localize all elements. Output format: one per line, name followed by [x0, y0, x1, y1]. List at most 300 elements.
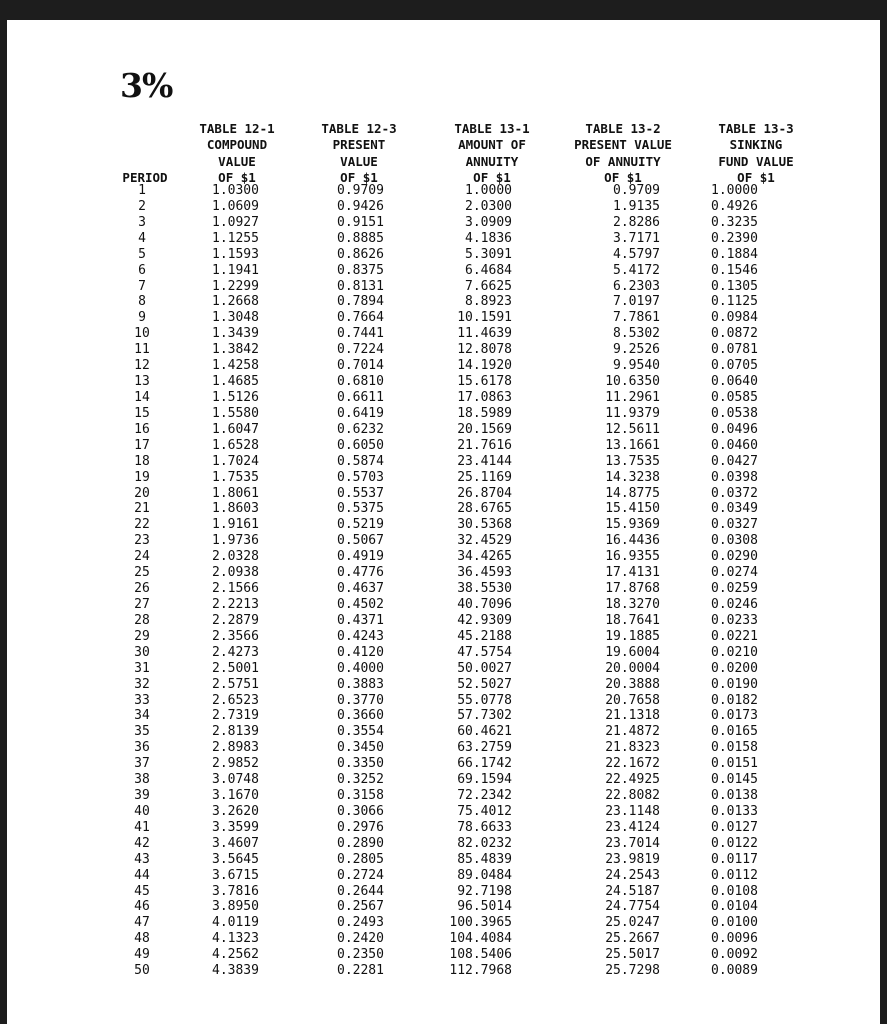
sinking-fund-cell: 0.0151	[711, 756, 758, 772]
compound-value-cell: 1.1593	[212, 246, 259, 262]
annuity-amount-cell: 96.5014	[457, 899, 512, 915]
compound-value-cell: 1.2668	[212, 294, 259, 310]
annuity-amount-cell: 104.4084	[449, 931, 512, 947]
annuity-amount-cell: 2.0300	[465, 198, 512, 214]
present-value-cell: 0.3883	[337, 676, 384, 692]
period-cell: 19	[134, 469, 150, 485]
period-cell: 12	[134, 358, 150, 374]
compound-value-cell: 3.6715	[212, 867, 259, 883]
table-row	[0, 326, 887, 342]
table-row	[0, 199, 887, 215]
period-cell: 26	[134, 581, 150, 597]
present-value-cell: 0.5537	[337, 485, 384, 501]
present-value-cell: 0.4371	[337, 612, 384, 628]
annuity-present-value-cell: 3.7171	[613, 230, 660, 246]
header-period: PERIOD	[122, 170, 168, 185]
compound-value-cell: 2.6523	[212, 692, 259, 708]
period-cell: 32	[134, 676, 150, 692]
present-value-cell: 0.6419	[337, 405, 384, 421]
period-cell: 23	[134, 533, 150, 549]
annuity-present-value-cell: 21.8323	[605, 740, 660, 756]
annuity-present-value-cell: 21.4872	[605, 724, 660, 740]
sinking-fund-cell: 0.0327	[711, 517, 758, 533]
annuity-present-value-cell: 14.8775	[605, 485, 660, 501]
period-cell: 43	[134, 851, 150, 867]
sinking-fund-cell: 0.0585	[711, 389, 758, 405]
annuity-amount-cell: 17.0863	[457, 389, 512, 405]
present-value-cell: 0.9709	[337, 183, 384, 198]
present-value-cell: 0.3158	[337, 788, 384, 804]
annuity-amount-cell: 69.1594	[457, 772, 512, 788]
period-cell: 10	[134, 326, 150, 342]
table-row	[0, 788, 887, 804]
period-cell: 13	[134, 374, 150, 390]
table-row	[0, 820, 887, 836]
table-row	[0, 915, 887, 931]
compound-value-cell: 1.6047	[212, 421, 259, 437]
period-cell: 28	[134, 612, 150, 628]
annuity-amount-cell: 34.4265	[457, 549, 512, 565]
period-cell: 41	[134, 819, 150, 835]
period-cell: 33	[134, 692, 150, 708]
annuity-present-value-cell: 18.7641	[605, 612, 660, 628]
sinking-fund-cell: 0.0640	[711, 374, 758, 390]
sinking-fund-cell: 0.0372	[711, 485, 758, 501]
present-value-cell: 0.2724	[337, 867, 384, 883]
annuity-amount-cell: 20.1569	[457, 421, 512, 437]
annuity-amount-cell: 78.6633	[457, 819, 512, 835]
compound-value-cell: 1.3048	[212, 310, 259, 326]
period-cell: 7	[138, 278, 146, 294]
annuity-amount-cell: 26.8704	[457, 485, 512, 501]
present-value-cell: 0.4502	[337, 596, 384, 612]
period-cell: 22	[134, 517, 150, 533]
sinking-fund-cell: 0.0210	[711, 644, 758, 660]
period-cell: 47	[134, 915, 150, 931]
compound-value-cell: 4.2562	[212, 947, 259, 963]
compound-value-cell: 4.0119	[212, 915, 259, 931]
table-row	[0, 884, 887, 900]
compound-value-cell: 3.0748	[212, 772, 259, 788]
table-row	[0, 677, 887, 693]
annuity-present-value-cell: 17.4131	[605, 565, 660, 581]
present-value-cell: 0.8885	[337, 230, 384, 246]
annuity-present-value-cell: 22.1672	[605, 756, 660, 772]
annuity-amount-cell: 40.7096	[457, 596, 512, 612]
sinking-fund-cell: 0.1305	[711, 278, 758, 294]
period-cell: 36	[134, 740, 150, 756]
annuity-amount-cell: 63.2759	[457, 740, 512, 756]
sinking-fund-cell: 0.0182	[711, 692, 758, 708]
sinking-fund-cell: 0.0096	[711, 931, 758, 947]
annuity-amount-cell: 36.4593	[457, 565, 512, 581]
sinking-fund-cell: 0.0092	[711, 947, 758, 963]
present-value-cell: 0.5375	[337, 501, 384, 517]
compound-value-cell: 3.3599	[212, 819, 259, 835]
table-row	[0, 661, 887, 677]
period-cell: 31	[134, 660, 150, 676]
sinking-fund-cell: 0.0158	[711, 740, 758, 756]
annuity-amount-cell: 11.4639	[457, 326, 512, 342]
annuity-present-value-cell: 13.1661	[605, 437, 660, 453]
period-cell: 35	[134, 724, 150, 740]
annuity-present-value-cell: 22.8082	[605, 788, 660, 804]
annuity-amount-cell: 25.1169	[457, 469, 512, 485]
period-cell: 46	[134, 899, 150, 915]
compound-value-cell: 2.0328	[212, 549, 259, 565]
annuity-present-value-cell: 2.8286	[613, 214, 660, 230]
period-cell: 38	[134, 772, 150, 788]
table-row	[0, 533, 887, 549]
present-value-cell: 0.6810	[337, 374, 384, 390]
sinking-fund-cell: 0.0233	[711, 612, 758, 628]
present-value-cell: 0.2420	[337, 931, 384, 947]
interest-table-body	[0, 183, 887, 979]
annuity-amount-cell: 92.7198	[457, 883, 512, 899]
compound-value-cell: 1.8061	[212, 485, 259, 501]
sinking-fund-cell: 0.0781	[711, 342, 758, 358]
annuity-amount-cell: 8.8923	[465, 294, 512, 310]
annuity-present-value-cell: 11.2961	[605, 389, 660, 405]
compound-value-cell: 3.2620	[212, 803, 259, 819]
annuity-amount-cell: 52.5027	[457, 676, 512, 692]
period-cell: 40	[134, 803, 150, 819]
compound-value-cell: 2.7319	[212, 708, 259, 724]
table-row	[0, 374, 887, 390]
period-cell: 30	[134, 644, 150, 660]
annuity-present-value-cell: 24.5187	[605, 883, 660, 899]
period-cell: 27	[134, 596, 150, 612]
compound-value-cell: 1.5580	[212, 405, 259, 421]
header-present-value: TABLE 12-3 PRESENT VALUE OF $1	[321, 121, 397, 185]
period-cell: 4	[138, 230, 146, 246]
table-row	[0, 454, 887, 470]
annuity-present-value-cell: 16.9355	[605, 549, 660, 565]
present-value-cell: 0.5219	[337, 517, 384, 533]
sinking-fund-cell: 0.0984	[711, 310, 758, 326]
period-cell: 20	[134, 485, 150, 501]
annuity-amount-cell: 6.4684	[465, 262, 512, 278]
present-value-cell: 0.3660	[337, 708, 384, 724]
table-row	[0, 836, 887, 852]
annuity-present-value-cell: 15.4150	[605, 501, 660, 517]
sinking-fund-cell: 0.0100	[711, 915, 758, 931]
annuity-present-value-cell: 23.9819	[605, 851, 660, 867]
period-cell: 49	[134, 947, 150, 963]
compound-value-cell: 2.2213	[212, 596, 259, 612]
compound-value-cell: 2.8983	[212, 740, 259, 756]
annuity-present-value-cell: 20.0004	[605, 660, 660, 676]
compound-value-cell: 2.4273	[212, 644, 259, 660]
compound-value-cell: 1.5126	[212, 389, 259, 405]
sinking-fund-cell: 0.4926	[711, 198, 758, 214]
present-value-cell: 0.7014	[337, 358, 384, 374]
annuity-present-value-cell: 18.3270	[605, 596, 660, 612]
sinking-fund-cell: 0.0460	[711, 437, 758, 453]
compound-value-cell: 1.1255	[212, 230, 259, 246]
table-row	[0, 247, 887, 263]
annuity-amount-cell: 23.4144	[457, 453, 512, 469]
annuity-present-value-cell: 4.5797	[613, 246, 660, 262]
annuity-present-value-cell: 9.2526	[613, 342, 660, 358]
header-sinking-fund: TABLE 13-3 SINKING FUND VALUE OF $1	[718, 121, 794, 185]
annuity-present-value-cell: 1.9135	[613, 198, 660, 214]
table-row	[0, 772, 887, 788]
present-value-cell: 0.6611	[337, 389, 384, 405]
annuity-present-value-cell: 14.3238	[605, 469, 660, 485]
table-row	[0, 868, 887, 884]
annuity-present-value-cell: 16.4436	[605, 533, 660, 549]
period-cell: 2	[138, 198, 146, 214]
present-value-cell: 0.5874	[337, 453, 384, 469]
period-cell: 17	[134, 437, 150, 453]
present-value-cell: 0.7664	[337, 310, 384, 326]
table-row	[0, 963, 887, 979]
period-cell: 11	[134, 342, 150, 358]
sinking-fund-cell: 0.0117	[711, 851, 758, 867]
period-cell: 6	[138, 262, 146, 278]
sinking-fund-cell: 0.0308	[711, 533, 758, 549]
present-value-cell: 0.3252	[337, 772, 384, 788]
annuity-amount-cell: 10.1591	[457, 310, 512, 326]
present-value-cell: 0.9426	[337, 198, 384, 214]
table-row	[0, 693, 887, 709]
sinking-fund-cell: 0.0104	[711, 899, 758, 915]
table-row	[0, 724, 887, 740]
table-row	[0, 581, 887, 597]
table-row	[0, 263, 887, 279]
annuity-present-value-cell: 25.7298	[605, 963, 660, 979]
annuity-amount-cell: 60.4621	[457, 724, 512, 740]
annuity-amount-cell: 85.4839	[457, 851, 512, 867]
table-row	[0, 756, 887, 772]
annuity-amount-cell: 5.3091	[465, 246, 512, 262]
sinking-fund-cell: 0.0872	[711, 326, 758, 342]
annuity-amount-cell: 57.7302	[457, 708, 512, 724]
sinking-fund-cell: 0.2390	[711, 230, 758, 246]
sinking-fund-cell: 0.0290	[711, 549, 758, 565]
present-value-cell: 0.3770	[337, 692, 384, 708]
present-value-cell: 0.4120	[337, 644, 384, 660]
period-cell: 34	[134, 708, 150, 724]
table-row	[0, 899, 887, 915]
annuity-amount-cell: 32.4529	[457, 533, 512, 549]
compound-value-cell: 1.7535	[212, 469, 259, 485]
period-cell: 1	[138, 183, 146, 198]
period-cell: 25	[134, 565, 150, 581]
annuity-amount-cell: 75.4012	[457, 803, 512, 819]
annuity-present-value-cell: 24.7754	[605, 899, 660, 915]
compound-value-cell: 1.0300	[212, 183, 259, 198]
sinking-fund-cell: 0.0112	[711, 867, 758, 883]
present-value-cell: 0.4637	[337, 581, 384, 597]
table-row	[0, 629, 887, 645]
annuity-present-value-cell: 22.4925	[605, 772, 660, 788]
annuity-amount-cell: 7.6625	[465, 278, 512, 294]
compound-value-cell: 1.9736	[212, 533, 259, 549]
period-cell: 42	[134, 835, 150, 851]
annuity-amount-cell: 50.0027	[457, 660, 512, 676]
present-value-cell: 0.6232	[337, 421, 384, 437]
compound-value-cell: 4.1323	[212, 931, 259, 947]
page-title: 3%	[120, 66, 173, 105]
sinking-fund-cell: 0.0221	[711, 628, 758, 644]
annuity-present-value-cell: 17.8768	[605, 581, 660, 597]
annuity-amount-cell: 3.0909	[465, 214, 512, 230]
annuity-present-value-cell: 8.5302	[613, 326, 660, 342]
sinking-fund-cell: 0.0190	[711, 676, 758, 692]
sinking-fund-cell: 0.0165	[711, 724, 758, 740]
present-value-cell: 0.5703	[337, 469, 384, 485]
present-value-cell: 0.8131	[337, 278, 384, 294]
annuity-present-value-cell: 11.9379	[605, 405, 660, 421]
header-compound-value: TABLE 12-1 COMPOUND VALUE OF $1	[199, 121, 275, 185]
compound-value-cell: 1.0609	[212, 198, 259, 214]
annuity-amount-cell: 14.1920	[457, 358, 512, 374]
compound-value-cell: 1.4258	[212, 358, 259, 374]
annuity-present-value-cell: 7.7861	[613, 310, 660, 326]
compound-value-cell: 1.9161	[212, 517, 259, 533]
period-cell: 18	[134, 453, 150, 469]
annuity-present-value-cell: 23.4124	[605, 819, 660, 835]
annuity-present-value-cell: 23.7014	[605, 835, 660, 851]
present-value-cell: 0.7224	[337, 342, 384, 358]
period-cell: 14	[134, 389, 150, 405]
annuity-amount-cell: 28.6765	[457, 501, 512, 517]
header-present-value-annuity: TABLE 13-2 PRESENT VALUE OF ANNUITY OF $1	[574, 121, 672, 185]
compound-value-cell: 2.5001	[212, 660, 259, 676]
sinking-fund-cell: 0.3235	[711, 214, 758, 230]
annuity-present-value-cell: 7.0197	[613, 294, 660, 310]
present-value-cell: 0.2976	[337, 819, 384, 835]
period-cell: 8	[138, 294, 146, 310]
table-row	[0, 422, 887, 438]
present-value-cell: 0.4000	[337, 660, 384, 676]
table-row	[0, 804, 887, 820]
present-value-cell: 0.4776	[337, 565, 384, 581]
compound-value-cell: 3.5645	[212, 851, 259, 867]
period-cell: 45	[134, 883, 150, 899]
period-cell: 3	[138, 214, 146, 230]
table-row	[0, 613, 887, 629]
annuity-amount-cell: 38.5530	[457, 581, 512, 597]
annuity-amount-cell: 18.5989	[457, 405, 512, 421]
present-value-cell: 0.3554	[337, 724, 384, 740]
annuity-present-value-cell: 24.2543	[605, 867, 660, 883]
period-cell: 15	[134, 405, 150, 421]
table-row	[0, 947, 887, 963]
annuity-amount-cell: 72.2342	[457, 788, 512, 804]
annuity-present-value-cell: 21.1318	[605, 708, 660, 724]
annuity-amount-cell: 100.3965	[449, 915, 512, 931]
compound-value-cell: 1.3439	[212, 326, 259, 342]
compound-value-cell: 3.1670	[212, 788, 259, 804]
annuity-amount-cell: 12.8078	[457, 342, 512, 358]
sinking-fund-cell: 0.0398	[711, 469, 758, 485]
present-value-cell: 0.3350	[337, 756, 384, 772]
table-row	[0, 517, 887, 533]
annuity-present-value-cell: 19.6004	[605, 644, 660, 660]
present-value-cell: 0.9151	[337, 214, 384, 230]
header-amount-of-annuity: TABLE 13-1 AMOUNT OF ANNUITY OF $1	[454, 121, 530, 185]
compound-value-cell: 3.7816	[212, 883, 259, 899]
period-cell: 9	[138, 310, 146, 326]
annuity-amount-cell: 82.0232	[457, 835, 512, 851]
table-row	[0, 645, 887, 661]
annuity-present-value-cell: 20.7658	[605, 692, 660, 708]
sinking-fund-cell: 0.0274	[711, 565, 758, 581]
present-value-cell: 0.3066	[337, 803, 384, 819]
annuity-amount-cell: 45.2188	[457, 628, 512, 644]
table-row	[0, 279, 887, 295]
table-row	[0, 852, 887, 868]
sinking-fund-cell: 0.1125	[711, 294, 758, 310]
table-row	[0, 183, 887, 199]
annuity-present-value-cell: 25.0247	[605, 915, 660, 931]
table-row	[0, 215, 887, 231]
present-value-cell: 0.2493	[337, 915, 384, 931]
annuity-present-value-cell: 20.3888	[605, 676, 660, 692]
present-value-cell: 0.2350	[337, 947, 384, 963]
sinking-fund-cell: 0.0246	[711, 596, 758, 612]
present-value-cell: 0.4243	[337, 628, 384, 644]
present-value-cell: 0.2281	[337, 963, 384, 979]
table-row	[0, 231, 887, 247]
compound-value-cell: 2.3566	[212, 628, 259, 644]
table-row	[0, 486, 887, 502]
compound-value-cell: 1.0927	[212, 214, 259, 230]
period-cell: 39	[134, 788, 150, 804]
compound-value-cell: 1.3842	[212, 342, 259, 358]
annuity-amount-cell: 1.0000	[465, 183, 512, 198]
top-border	[0, 0, 887, 20]
sinking-fund-cell: 0.1546	[711, 262, 758, 278]
compound-value-cell: 2.1566	[212, 581, 259, 597]
annuity-amount-cell: 55.0778	[457, 692, 512, 708]
sinking-fund-cell: 0.0108	[711, 883, 758, 899]
table-row	[0, 342, 887, 358]
period-cell: 50	[134, 963, 150, 979]
present-value-cell: 0.5067	[337, 533, 384, 549]
present-value-cell: 0.7894	[337, 294, 384, 310]
sinking-fund-cell: 0.0122	[711, 835, 758, 851]
sinking-fund-cell: 0.0127	[711, 819, 758, 835]
sinking-fund-cell: 0.1884	[711, 246, 758, 262]
sinking-fund-cell: 1.0000	[711, 183, 758, 198]
sinking-fund-cell: 0.0200	[711, 660, 758, 676]
compound-value-cell: 4.3839	[212, 963, 259, 979]
period-cell: 24	[134, 549, 150, 565]
table-row	[0, 310, 887, 326]
compound-value-cell: 2.9852	[212, 756, 259, 772]
compound-value-cell: 2.2879	[212, 612, 259, 628]
annuity-present-value-cell: 9.9540	[613, 358, 660, 374]
table-row	[0, 931, 887, 947]
present-value-cell: 0.2805	[337, 851, 384, 867]
present-value-cell: 0.7441	[337, 326, 384, 342]
annuity-present-value-cell: 0.9709	[613, 183, 660, 198]
annuity-present-value-cell: 25.5017	[605, 947, 660, 963]
period-cell: 44	[134, 867, 150, 883]
table-row	[0, 294, 887, 310]
annuity-present-value-cell: 15.9369	[605, 517, 660, 533]
present-value-cell: 0.2567	[337, 899, 384, 915]
sinking-fund-cell: 0.0173	[711, 708, 758, 724]
compound-value-cell: 1.8603	[212, 501, 259, 517]
compound-value-cell: 1.2299	[212, 278, 259, 294]
compound-value-cell: 1.6528	[212, 437, 259, 453]
sinking-fund-cell: 0.0089	[711, 963, 758, 979]
